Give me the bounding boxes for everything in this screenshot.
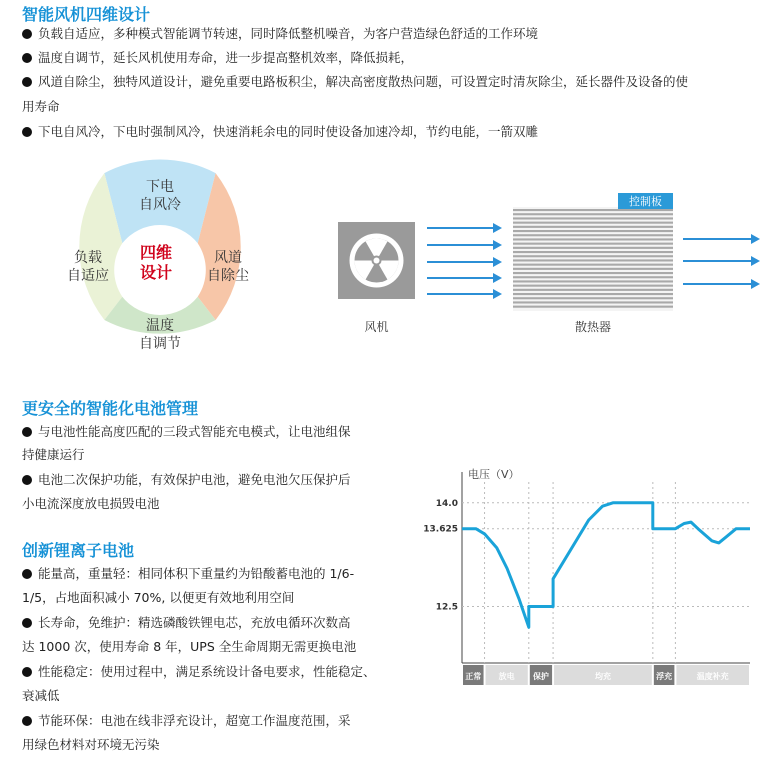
radiator-fin	[513, 238, 673, 240]
radiator-fin	[513, 285, 673, 287]
bullet-icon	[22, 77, 32, 87]
list-item-continuation: 用绿色材料对环境无污染	[22, 737, 160, 752]
list-item-continuation: 达 1000 次，使用寿命 8 年，UPS 全生命周期无需更换电池	[22, 639, 357, 654]
y-axis-label: 电压（V）	[468, 468, 520, 481]
list-item: 电池二次保护功能，有效保护电池，避免电池欠压保护后	[22, 468, 351, 492]
phase-label: 浮充	[656, 672, 673, 681]
list-item-continuation: 用寿命	[22, 99, 60, 114]
radiator-fin	[513, 255, 673, 257]
petal-top-line2: 自风冷	[139, 197, 181, 213]
y-tick-label: 13.625	[423, 524, 458, 535]
radiator-fin	[513, 217, 673, 219]
airflow-out-arrows	[683, 234, 760, 289]
y-tick-label: 12.5	[435, 602, 458, 613]
list-item-continuation: 1/5，占地面积减小 70%, 以便更有效地利用空间	[22, 590, 295, 605]
list-item-continuation: 衰减低	[22, 688, 60, 703]
arrow-right-icon	[683, 279, 760, 289]
airflow-in-arrows	[427, 223, 502, 299]
radiator-fin	[513, 209, 673, 211]
bullet-icon	[22, 716, 32, 726]
arrow-right-icon	[683, 234, 760, 244]
bullet-icon	[22, 475, 32, 485]
radiator-fin	[513, 226, 673, 228]
radiator-fin	[513, 230, 673, 232]
arrow-right-icon	[427, 273, 502, 283]
radiator-fin	[513, 247, 673, 249]
petal-right-line2: 自除尘	[207, 268, 249, 284]
radiator-fin	[513, 234, 673, 236]
petal-right-line1: 风道	[214, 250, 242, 266]
petal-bottom-line1: 温度	[146, 318, 174, 334]
radiator-label: 散热器	[574, 320, 612, 334]
phase-label: 温度补充	[696, 672, 729, 681]
center-label-line1: 四维	[139, 243, 173, 262]
list-item: 性能稳定：使用过程中，满足系统设计备电要求，性能稳定、	[22, 660, 376, 684]
list-item: 负载自适应，多种模式智能调节转速，同时降低整机噪音，为客户营造绿色舒适的工作环境	[22, 22, 538, 46]
arrow-right-icon	[427, 289, 502, 299]
arrow-right-icon	[683, 256, 760, 266]
voltage-chart	[420, 460, 765, 695]
arrow-right-icon	[427, 257, 502, 267]
radiator-fin	[513, 301, 673, 303]
voltage-series-line	[462, 503, 750, 628]
radiator-fin	[513, 251, 673, 253]
radiator-fin	[513, 306, 673, 308]
control-board-label: 控制板	[629, 195, 662, 208]
bullet-icon	[22, 427, 32, 437]
list-item: 节能环保：电池在线非浮充设计，超宽工作温度范围，采	[22, 709, 351, 733]
radiator-fin	[513, 276, 673, 278]
radiator-fin	[513, 272, 673, 274]
radiator-fin	[513, 213, 673, 215]
radiator-fin	[513, 222, 673, 224]
bullet-icon	[22, 53, 32, 63]
phase-label: 正常	[465, 672, 482, 681]
list-item-continuation: 持健康运行	[22, 447, 85, 462]
phase-label: 均充	[594, 672, 611, 681]
petal-left-line2: 自适应	[67, 268, 109, 284]
radiation-icon	[350, 234, 404, 288]
radiator-fin	[513, 268, 673, 270]
center-label-line2: 设计	[139, 263, 173, 282]
section-title-lithium-battery: 创新锂离子电池	[22, 541, 135, 560]
section-title-battery-management: 更安全的智能化电池管理	[22, 399, 199, 418]
petal-top-line1: 下电	[146, 179, 174, 195]
fan-label: 风机	[364, 320, 389, 334]
arrow-right-icon	[427, 223, 502, 233]
radiator	[513, 207, 673, 311]
radiator-fin	[513, 289, 673, 291]
list-item: 长寿命，免维护：精选磷酸铁锂电芯，充放电循环次数高	[22, 611, 351, 635]
y-tick-label: 14.0	[435, 498, 458, 509]
list-item: 能量高，重量轻：相同体积下重量约为铅酸蓄电池的 1/6-	[22, 562, 354, 586]
radiator-fin	[513, 264, 673, 266]
arrow-right-icon	[427, 240, 502, 250]
list-item: 温度自调节，延长风机使用寿命，进一步提高整机效率，降低损耗，	[22, 46, 413, 70]
phase-label: 放电	[498, 672, 515, 681]
list-item: 与电池性能高度匹配的三段式智能充电模式，让电池组保	[22, 420, 351, 444]
airflow-diagram	[330, 185, 775, 340]
section-title-fan: 智能风机四维设计	[22, 5, 151, 24]
bullet-icon	[22, 618, 32, 628]
list-item-continuation: 小电流深度放电损毁电池	[22, 496, 160, 511]
radiator-fin	[513, 243, 673, 245]
petal-bottom-line2: 自调节	[139, 336, 181, 352]
bullet-icon	[22, 127, 32, 137]
four-dimension-diagram	[40, 150, 280, 375]
radiator-fin	[513, 280, 673, 282]
list-item: 下电自风冷，下电时强制风冷，快速消耗余电的同时使设备加速冷却，节约电能，一箭双雕	[22, 120, 538, 144]
bullet-icon	[22, 29, 32, 39]
petal-left-line1: 负载	[74, 250, 102, 266]
list-item: 风道自除尘，独特风道设计，避免重要电路板积尘，解决高密度散热问题，可设置定时清灰除尘，延长器件及设备的使	[22, 70, 688, 94]
phase-label: 保护	[532, 672, 549, 681]
radiator-fin	[513, 297, 673, 299]
bullet-icon	[22, 667, 32, 677]
bullet-icon	[22, 569, 32, 579]
radiator-fin	[513, 259, 673, 261]
radiator-fin	[513, 293, 673, 295]
